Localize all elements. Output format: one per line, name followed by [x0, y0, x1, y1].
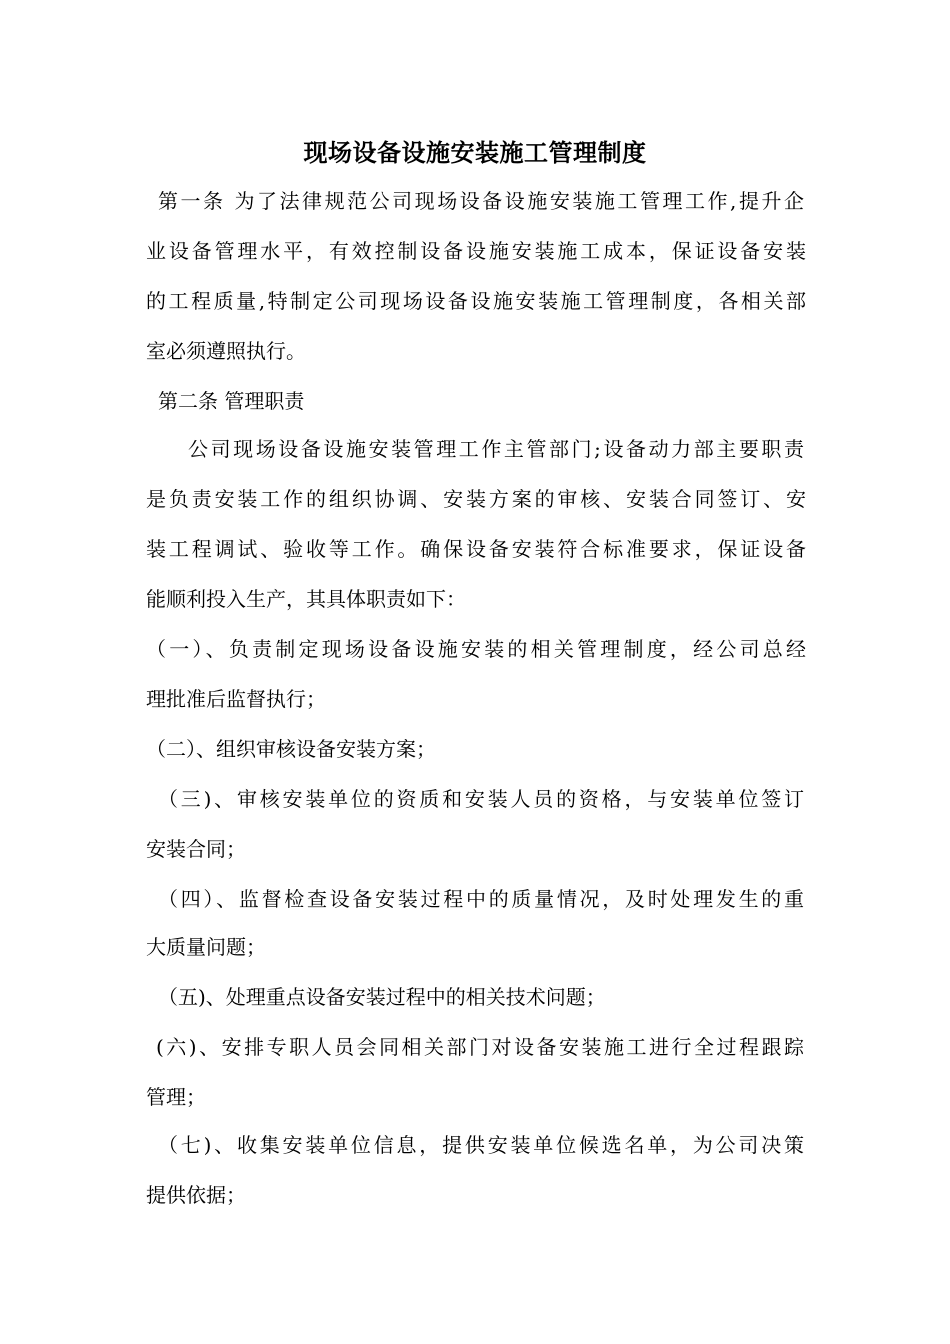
list-item-line: 理批准后监督执行；	[146, 687, 326, 711]
paragraph-line: 室必须遵照执行。	[146, 339, 306, 363]
list-item-line: 大质量问题；	[146, 935, 266, 959]
list-item-line: 安装合同；	[146, 837, 246, 861]
paragraph-line: 能顺利投入生产，其具体职责如下：	[146, 587, 466, 611]
paragraph-line: 第一条 为了法律规范公司现场设备设施安装施工管理工作,提升企	[158, 189, 804, 213]
list-item-line: （二）、组织审核设备安装方案；	[146, 737, 436, 761]
list-item-line: （四）、监督检查设备安装过程中的质量情况，及时处理发生的重	[158, 887, 804, 911]
paragraph-line: 业设备管理水平，有效控制设备设施安装施工成本，保证设备安装	[146, 239, 806, 263]
list-item-line: 管理；	[146, 1085, 206, 1109]
paragraph-line: 公司现场设备设施安装管理工作主管部门;设备动力部主要职责	[188, 437, 804, 461]
list-item-line: （三)、审核安装单位的资质和安装人员的资格，与安装单位签订	[158, 787, 804, 811]
list-item-line: （七)、收集安装单位信息，提供安装单位候选名单，为公司决策	[158, 1133, 804, 1157]
list-item-line: （五)、处理重点设备安装过程中的相关技术问题；	[158, 985, 606, 1009]
list-item-line: (六)、安排专职人员会同相关部门对设备安装施工进行全过程跟踪	[156, 1035, 804, 1059]
document-title: 现场设备设施安装施工管理制度	[303, 138, 647, 167]
paragraph-line: 的工程质量,特制定公司现场设备设施安装施工管理制度，各相关部	[146, 289, 806, 313]
list-item-line: 提供依据；	[146, 1183, 246, 1207]
list-item-line: （一）、负责制定现场设备设施安装的相关管理制度，经公司总经	[146, 637, 806, 661]
section-heading: 第二条 管理职责	[158, 389, 305, 413]
paragraph-line: 装工程调试、验收等工作。确保设备安装符合标准要求，保证设备	[146, 537, 806, 561]
paragraph-line: 是负责安装工作的组织协调、安装方案的审核、安装合同签订、安	[146, 487, 806, 511]
